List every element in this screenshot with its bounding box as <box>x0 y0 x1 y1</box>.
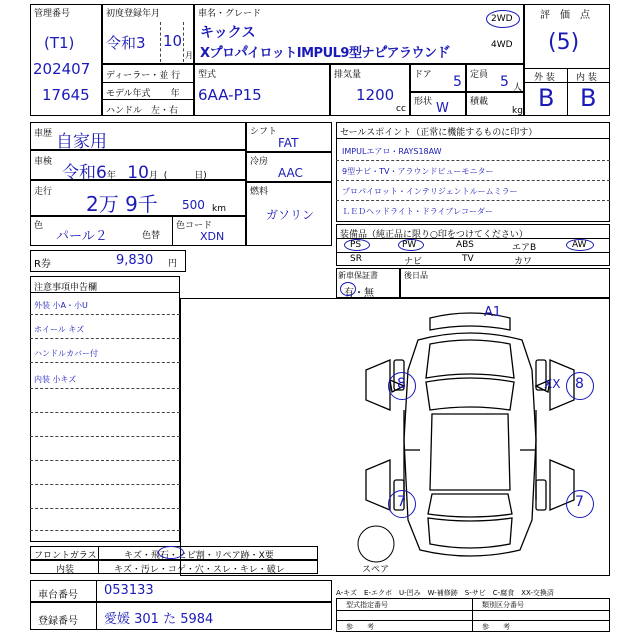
car-name-value: キックス <box>200 25 256 41</box>
displacement-label: 排気量 <box>334 70 362 80</box>
notes-item: 内装 小キズ <box>34 375 77 384</box>
shift-value: FAT <box>278 136 299 150</box>
capacity-value: 5 <box>500 74 509 90</box>
chassis-value: 053133 <box>104 583 154 598</box>
mileage-sub: 500 <box>182 198 205 212</box>
inspection-value: 令和6年 10月 ( 日) <box>62 163 207 183</box>
equip-leather: カワ <box>514 257 533 267</box>
ext-label: 外 装 <box>534 73 555 83</box>
car-name-label: 車名・グレード <box>198 9 262 19</box>
color-value: パール２ <box>56 229 108 244</box>
shape-value: W <box>436 101 449 116</box>
warranty-value: 有・無 <box>344 288 374 299</box>
aircon-label: 冷房 <box>250 157 269 167</box>
notes-item: ホイール キズ <box>34 325 85 334</box>
diagram-right-rear: 7 <box>575 494 584 510</box>
windshield-value: キズ・飛石・ヒビ割・リペア跡・X要 <box>124 551 274 561</box>
equip-navi: ナビ <box>404 257 423 267</box>
ext-value: B <box>538 84 555 112</box>
int-value: B <box>580 84 597 112</box>
usage-label: 車歴 <box>34 129 53 139</box>
chassis-label: 車台番号 <box>38 590 78 601</box>
registration-label: 登録番号 <box>38 616 78 627</box>
equip-pw: PW <box>402 240 417 250</box>
diagram-spare: スペア <box>362 565 390 575</box>
notes-label: 注意事項申告欄 <box>34 283 98 293</box>
doors-value: 5 <box>453 74 462 90</box>
color-code-label: 色コード <box>176 221 213 231</box>
spare-tire-icon <box>356 524 396 564</box>
diagram-left-front: 8 <box>397 376 406 392</box>
selling-item: ＬＥＤヘッドライト・ドライブレコーダー <box>342 207 493 216</box>
diagram-xx: XX <box>544 377 561 391</box>
interior-value: キズ・汚レ・コゲ・穴・スレ・キレ・破レ <box>114 565 285 575</box>
model-label: 型式 <box>198 70 217 80</box>
load-unit: kg <box>512 106 523 116</box>
first-reg-month: 10 <box>163 32 183 50</box>
selling-label: セールスポイント（正常に機能するものに印す） <box>340 128 538 138</box>
mileage-unit: km <box>212 204 226 214</box>
equip-ps: PS <box>350 240 362 250</box>
equip-airbag: エアB <box>512 243 537 253</box>
capacity-unit: 人 <box>513 83 523 93</box>
drive-4wd: 4WD <box>491 40 513 50</box>
management-label: 管理番号 <box>34 9 71 19</box>
mileage-label: 走行 <box>34 187 53 197</box>
equip-sr: SR <box>350 254 362 264</box>
load-label: 積載 <box>470 97 489 107</box>
selling-item: プロパイロット・インテリジェントルームミラー <box>342 187 518 196</box>
equip-aw: AW <box>572 240 587 250</box>
recycle-unit: 円 <box>168 259 178 269</box>
equip-tv: TV <box>462 254 474 264</box>
displacement-value: 1200 <box>356 86 395 104</box>
diagram-right-front: 8 <box>575 376 584 392</box>
windshield-label: フロントガラス <box>34 551 97 561</box>
notes-item: ハンドルカバー付 <box>34 349 98 358</box>
legend-text: A-キズ E-エクボ U-凹み W-補修跡 S-サビ C-腐食 XX-交換済 <box>336 589 554 597</box>
mileage-value: 2万 9千 <box>86 192 158 216</box>
footer-ref-1: 参 考 <box>346 623 374 631</box>
selling-item: IMPULエアロ・RAYS18AW <box>342 147 442 156</box>
footer-model-designation: 型式指定番号 <box>346 601 388 609</box>
footer-ref-2: 参 考 <box>482 623 510 631</box>
car-grade-value: Xプ゚ロパ゚イロットIMPUL9型ナビ゚アラウンド゙ <box>200 46 449 61</box>
fuel-label: 燃料 <box>250 187 269 197</box>
first-reg-era: 令和3 <box>106 34 146 52</box>
rating-value: (5) <box>548 30 580 55</box>
selling-item: 9型ナビ・TV・アラウンドビューモニター <box>342 167 494 176</box>
interior-label: 内装 <box>56 565 75 575</box>
shape-label: 形状 <box>414 97 433 107</box>
drive-2wd: 2WD <box>491 14 513 24</box>
color-label: 色 <box>34 221 44 231</box>
model-year-label: モデル年式 年 <box>106 89 180 99</box>
recycle-label: R券 <box>34 259 51 270</box>
warranty-label: 新車保証書 <box>338 271 378 280</box>
handle-label: ハンドル 左・右 <box>106 106 179 116</box>
rating-label: 評 価 点 <box>540 10 590 21</box>
registration-value: 愛媛 301 た 5984 <box>104 612 214 627</box>
shift-label: シフト <box>250 127 278 137</box>
displacement-unit: cc <box>396 104 406 114</box>
later-items-label: 後日品 <box>404 271 428 280</box>
first-reg-month-unit: 月 <box>185 51 193 60</box>
aircon-value: AAC <box>278 166 303 180</box>
capacity-label: 定員 <box>470 70 489 80</box>
inspection-label: 車検 <box>34 157 53 167</box>
diagram-left-rear: 7 <box>397 494 406 510</box>
recycle-value: 9,830 <box>116 253 154 268</box>
color-change-label: 色替 <box>142 231 161 241</box>
color-code-value: XDN <box>200 230 225 243</box>
management-line1: (T1) <box>44 34 75 52</box>
notes-item: 外装 小A・小U <box>34 301 88 310</box>
first-reg-label: 初度登録年月 <box>106 9 161 19</box>
equip-abs: ABS <box>456 240 474 250</box>
usage-value: 自家用 <box>56 132 107 152</box>
int-label: 内 装 <box>576 73 597 83</box>
equipment-label: 装備品（純正品に限り○印をつけてください） <box>340 230 528 240</box>
dealer-label: ディーラー・並 行 <box>106 71 181 81</box>
management-line3: 17645 <box>42 86 90 104</box>
fuel-value: ガソリン <box>266 208 315 222</box>
diagram-a1: A1 <box>484 305 502 320</box>
doors-label: ドア <box>414 70 432 80</box>
footer-class-number: 類別区分番号 <box>482 601 524 609</box>
model-value: 6AA-P15 <box>198 86 262 104</box>
management-line2: 202407 <box>33 60 91 78</box>
